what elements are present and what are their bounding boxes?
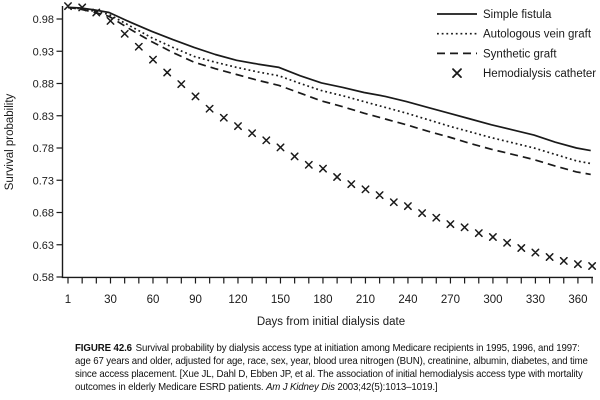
y-tick-label: 0.73 xyxy=(32,175,54,188)
x-tick-label: 1 xyxy=(64,294,72,306)
series-hemodialysis-catheter-markers xyxy=(65,3,596,269)
x-tick-label: 150 xyxy=(270,294,291,306)
x-tick-label: 240 xyxy=(398,294,418,306)
y-tick-label: 0.68 xyxy=(32,207,54,220)
caption-journal-name: Am J Kidney Dis xyxy=(265,381,335,393)
legend-label: Autologous vein graft xyxy=(483,28,592,41)
caption-citation-text: 2003;42(5):1013–1019.] xyxy=(334,381,438,393)
x-tick-label: 270 xyxy=(440,294,461,306)
y-axis-title: Survival probability xyxy=(4,93,16,191)
legend-item-autologous-vein-graft xyxy=(437,29,592,41)
x-tick-label: 60 xyxy=(146,294,160,306)
x-tick-label: 300 xyxy=(483,294,503,306)
x-tick-label: 330 xyxy=(525,294,546,306)
legend-label: Hemodialysis catheter xyxy=(483,68,597,81)
x-tick-label: 90 xyxy=(189,294,202,306)
legend xyxy=(437,9,596,80)
y-tick-label: 0.88 xyxy=(32,78,54,91)
x-tick-label: 180 xyxy=(313,294,333,306)
legend-item-hemodialysis-catheter xyxy=(453,68,596,80)
legend-x-marker-icon xyxy=(453,69,461,77)
figure-caption xyxy=(75,342,592,394)
y-tick-label: 0.58 xyxy=(32,272,54,284)
legend-item-synthetic-graft xyxy=(437,48,557,60)
legend-label: Synthetic graft xyxy=(483,48,557,61)
figure-number-label: FIGURE 42.6 xyxy=(75,342,132,354)
y-tick-label: 0.78 xyxy=(32,143,54,155)
x-tick-label: 30 xyxy=(104,294,117,306)
caption-body-text: Survival probability by dialysis access type at initiation among Medicare recipients in 1995, 1996, and 1997: age 67 years and older, adjusted for age, race, sex, year, blood urea nitrogen (BUN), creatinine, albumin, diabetes, and time since access placement. [Xue JL, Dahl D, Ebben JP, et al. The association of initial hemodialysis access type with mortality outcomes in elderly Medicare ESRD patients. xyxy=(75,342,588,393)
x-tick-label: 360 xyxy=(568,294,588,306)
y-tick-label: 0.83 xyxy=(32,110,54,123)
x-tick-label: 120 xyxy=(228,294,248,306)
y-tick-label: 0.98 xyxy=(32,14,54,26)
y-tick-label: 0.93 xyxy=(32,46,54,59)
legend-item-simple-fistula xyxy=(437,9,552,21)
x-tick-label: 210 xyxy=(355,294,376,306)
legend-label: Simple fistula xyxy=(483,9,552,21)
x-axis-title: Days from initial dialysis date xyxy=(256,316,406,328)
y-tick-label: 0.63 xyxy=(32,239,54,252)
